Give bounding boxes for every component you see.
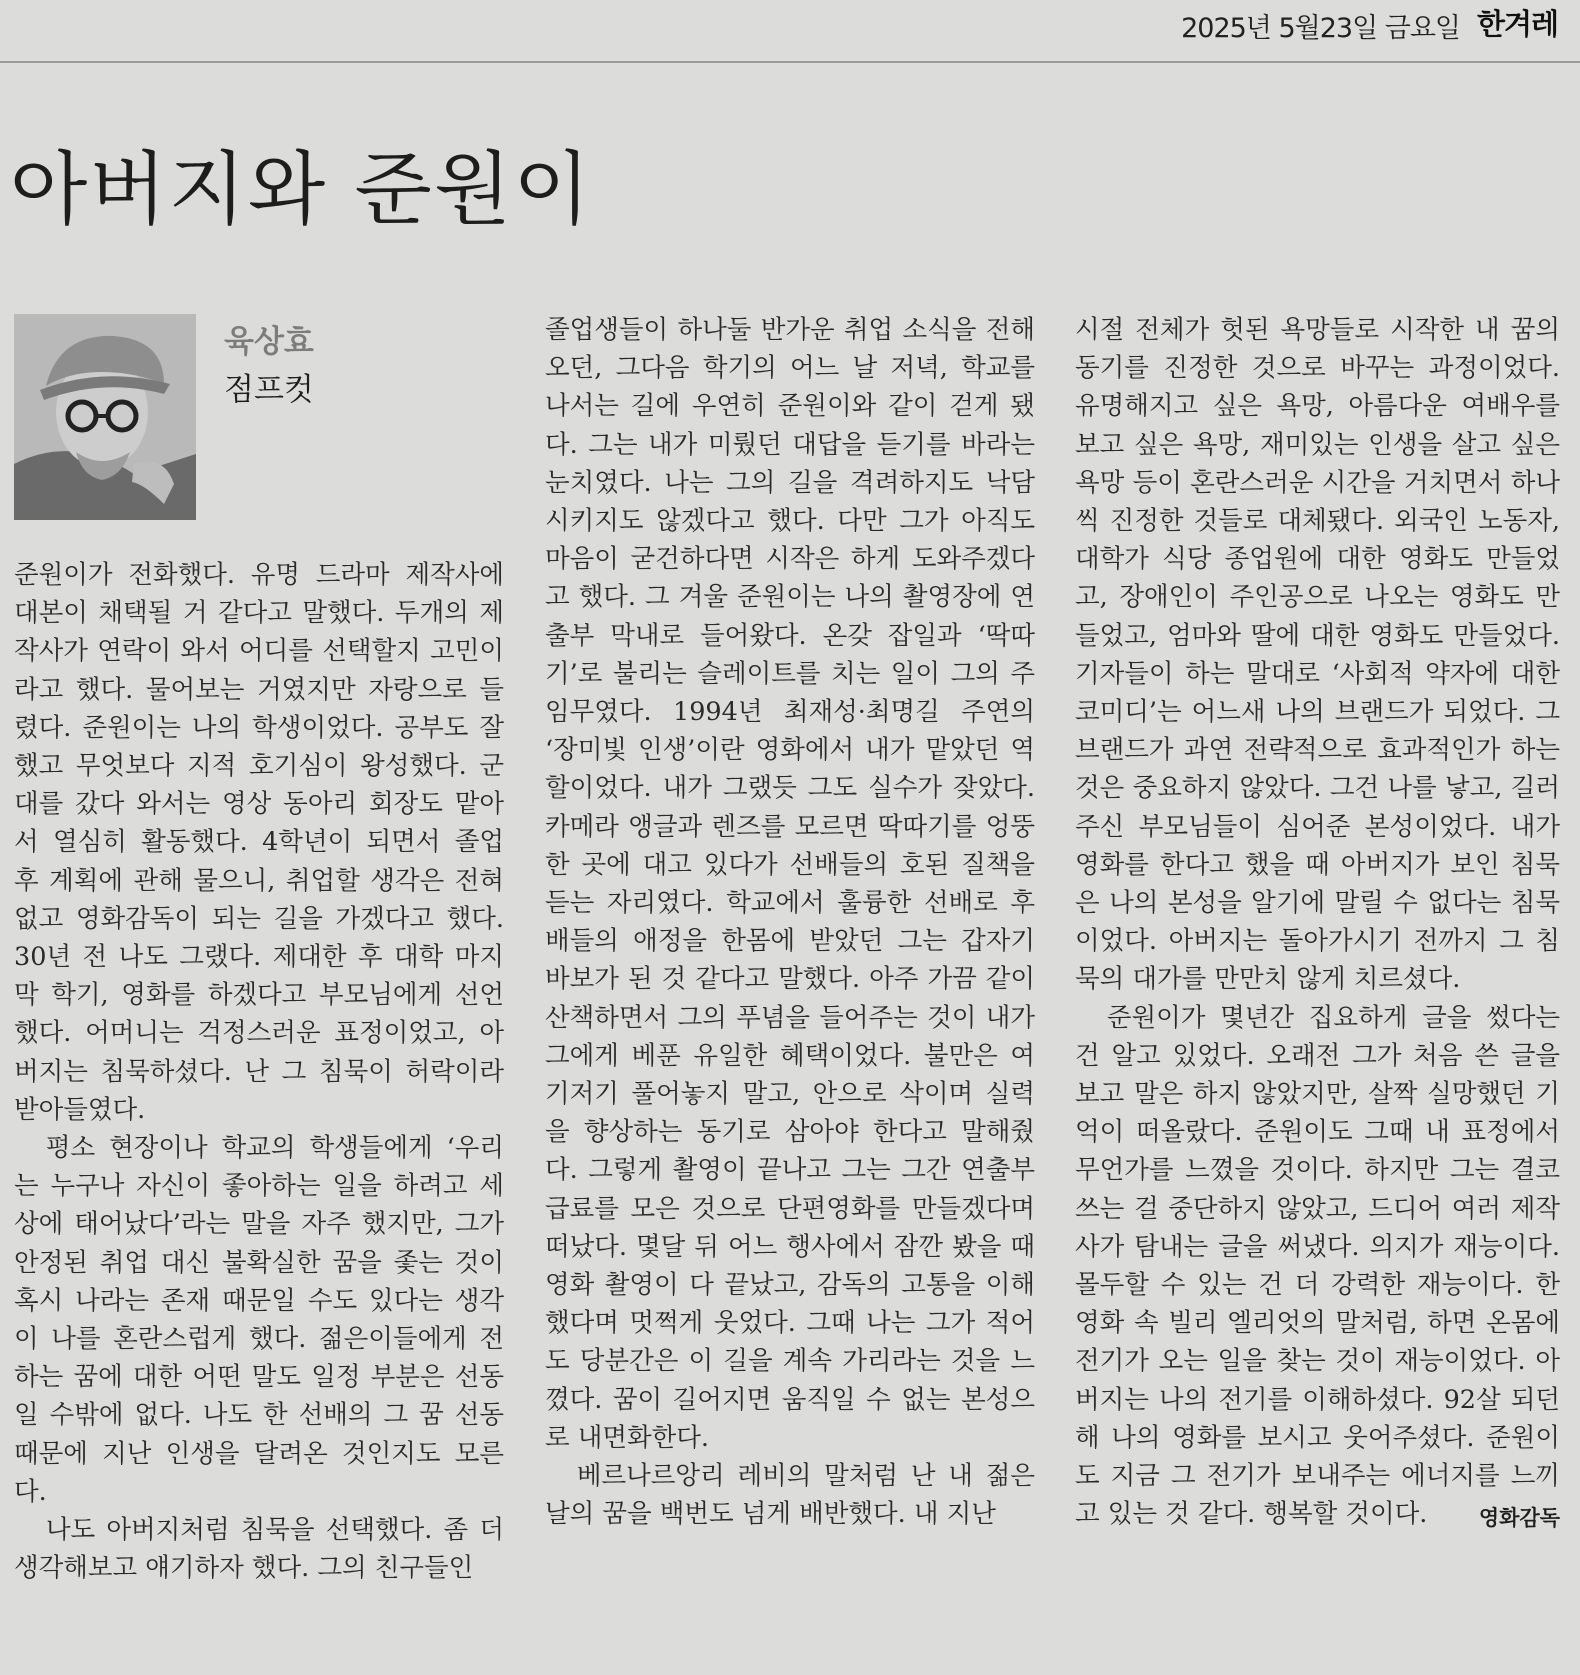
article-paragraph-1: 준원이가 전화했다. 유명 드라마 제작사에 대본이 채택될 거 같다고 말했다. 두개의 제작사가 연락이 와서 어디를 선택할지 고민이라고 했다. 물어보는 거였지만 자랑으로 들렸다. 준원이는 나의 학생이었다. 공부도 잘했고 무엇보다 지적 호기심이 왕성했다. 군대를 갔다 와서는 영상 동아리 회장도 맡아서 열심히 활동했다. 4학년이 되면서 졸업 후 계획에 관해 물으니, 취업할 생각은 전혀 없고 영화감독이 되는 길을 가겠다고 했다. 30년 전 나도 그랬다. 제대한 후 대학 마지막 학기, 영화를 하겠다고 부모님에게 선언했다. 어머니는 걱정스러운 표정이었고, 아버지는 침묵하셨다. 난 그 침묵이 허락이라 받아들였다. — [14, 560, 504, 1125]
article-column-2 — [545, 311, 1035, 1534]
article-paragraph-5 — [1075, 999, 1560, 1534]
article-paragraph-4: 베르나르앙리 레비의 말처럼 난 내 젊은 날의 꿈을 백번도 넘게 배반했다. 내 지난 — [545, 1461, 1035, 1530]
author-name: 육상효 — [224, 324, 314, 360]
masthead — [0, 0, 1580, 62]
article-paragraph-4-continued: 시절 전체가 헛된 욕망들로 시작한 내 꿈의 동기를 진정한 것으로 바꾸는 과정이었다. 유명해지고 싶은 욕망, 아름다운 여배우를 보고 싶은 욕망, 재미있는 인생을 살고 싶은 욕망 등이 혼란스러운 시간을 거치면서 하나씩 진정한 것들로 대체됐다. 외국인 노동자, 대학가 식당 종업원에 대한 영화도 만들었고, 장애인이 주인공으로 나오는 영화도 만들었고, 엄마와 딸에 대한 영화도 만들었다. 기자들이 하는 말대로 ‘사회적 약자에 대한 코미디’는 어느새 나의 브랜드가 되었다. 그 브랜드가 과연 전략적으로 효과적인가 하는 것은 중요하지 않았다. 그건 나를 낳고, 길러주신 부모님들이 심어준 본성이었다. 내가 영화를 한다고 했을 때 아버지가 보인 침묵은 나의 본성을 알기에 말릴 수 없다는 침묵이었다. 아버지는 돌아가시기 전까지 그 침묵의 대가를 만만치 않게 치르셨다. — [1075, 315, 1560, 995]
issue-date: 2025년 5월23일 금요일 — [1181, 13, 1460, 44]
author-photo — [14, 314, 196, 520]
author-portrait-image — [14, 314, 196, 520]
author-role: 영화감독 — [1478, 1506, 1560, 1531]
article-paragraph-3-continued: 졸업생들이 하나둘 반가운 취업 소식을 전해오던, 그다음 학기의 어느 날 저녁, 학교를 나서는 길에 우연히 준원이와 같이 걷게 됐다. 그는 내가 미뤘던 대답을 듣기를 바라는 눈치였다. 나는 그의 길을 격려하지도 낙담시키지도 않겠다고 했다. 다만 그가 아직도 마음이 굳건하다면 시작은 하게 도와주겠다고 했다. 그 겨울 준원이는 나의 촬영장에 연출부 막내로 들어왔다. 온갖 잡일과 ‘딱따기’로 불리는 슬레이트를 치는 일이 그의 주 임무였다. 1994년 최재성·최명길 주연의 ‘장미빛 인생’이란 영화에서 내가 맡았던 역할이었다. 내가 그랬듯 그도 실수가 잦았다. 카메라 앵글과 렌즈를 모르면 딱따기를 엉뚱한 곳에 대고 있다가 선배들의 호된 질책을 듣는 자리였다. 학교에서 훌륭한 선배로 후배들의 애정을 한몸에 받았던 그는 갑자기 바보가 된 것 같다고 말했다. 아주 가끔 같이 산책하면서 그의 푸념을 들어주는 것이 내가 그에게 베푼 유일한 혜택이었다. 불만은 여기저기 풀어놓지 말고, 안으로 삭이며 실력을 향상하는 동기로 삼아야 한다고 말해줬다. 그렇게 촬영이 끝나고 그는 그간 연출부 급료를 모은 것으로 단편영화를 만들겠다며 떠났다. 몇달 뒤 어느 행사에서 잠깐 봤을 때 영화 촬영이 다 끝났고, 감독의 고통을 이해했다며 멋쩍게 웃었다. 그때 나는 그가 적어도 당분간은 이 길을 계속 가리라는 것을 느꼈다. 꿈이 길어지면 움직일 수 없는 본성으로 내면화한다. — [545, 315, 1035, 1453]
article-paragraph-2: 평소 현장이나 학교의 학생들에게 ‘우리는 누구나 자신이 좋아하는 일을 하려고 세상에 태어났다’라는 말을 자주 했지만, 그가 안정된 취업 대신 불확실한 꿈을 좇는 것이 혹시 나라는 존재 때문일 수도 있다는 생각이 나를 혼란스럽게 했다. 젊은이들에게 전하는 꿈에 대한 어떤 말도 일정 부분은 선동일 수밖에 없다. 나도 한 선배의 그 꿈 선동 때문에 지난 인생을 달려온 것인지도 모른다. — [14, 1133, 504, 1507]
newspaper-logo: 한겨레 — [1476, 7, 1558, 41]
article-paragraph-5-text: 준원이가 몇년간 집요하게 글을 썼다는 건 알고 있었다. 오래전 그가 처음 쓴 글을 보고 말은 하지 않았지만, 살짝 실망했던 기억이 떠올랐다. 준원이도 그때 내 표정에서 무언가를 느꼈을 것이다. 하지만 그는 결코 쓰는 걸 중단하지 않았고, 드디어 여러 제작사가 탐내는 글을 써냈다. 의지가 재능이다. 몰두할 수 있는 건 더 강력한 재능이다. 한 영화 속 빌리 엘리엇의 말처럼, 하면 온몸에 전기가 오는 일을 찾는 것이 재능이었다. 아버지는 나의 전기를 이해하셨다. 92살 되던 해 나의 영화를 보시고 웃어주셨다. 준원이도 지금 그 전기가 보내주는 에너지를 느끼고 있는 것 같다. 행복할 것이다. — [1075, 1002, 1560, 1530]
article-title: 아버지와 준원이 — [10, 143, 593, 236]
article-column-3 — [1075, 311, 1560, 1538]
article-paragraph-3: 나도 아버지처럼 침묵을 선택했다. 좀 더 생각해보고 얘기하자 했다. 그의 친구들인 — [14, 1515, 504, 1584]
article-column-1 — [14, 556, 504, 1587]
column-name: 점프컷 — [224, 372, 314, 408]
header-divider — [0, 61, 1580, 63]
